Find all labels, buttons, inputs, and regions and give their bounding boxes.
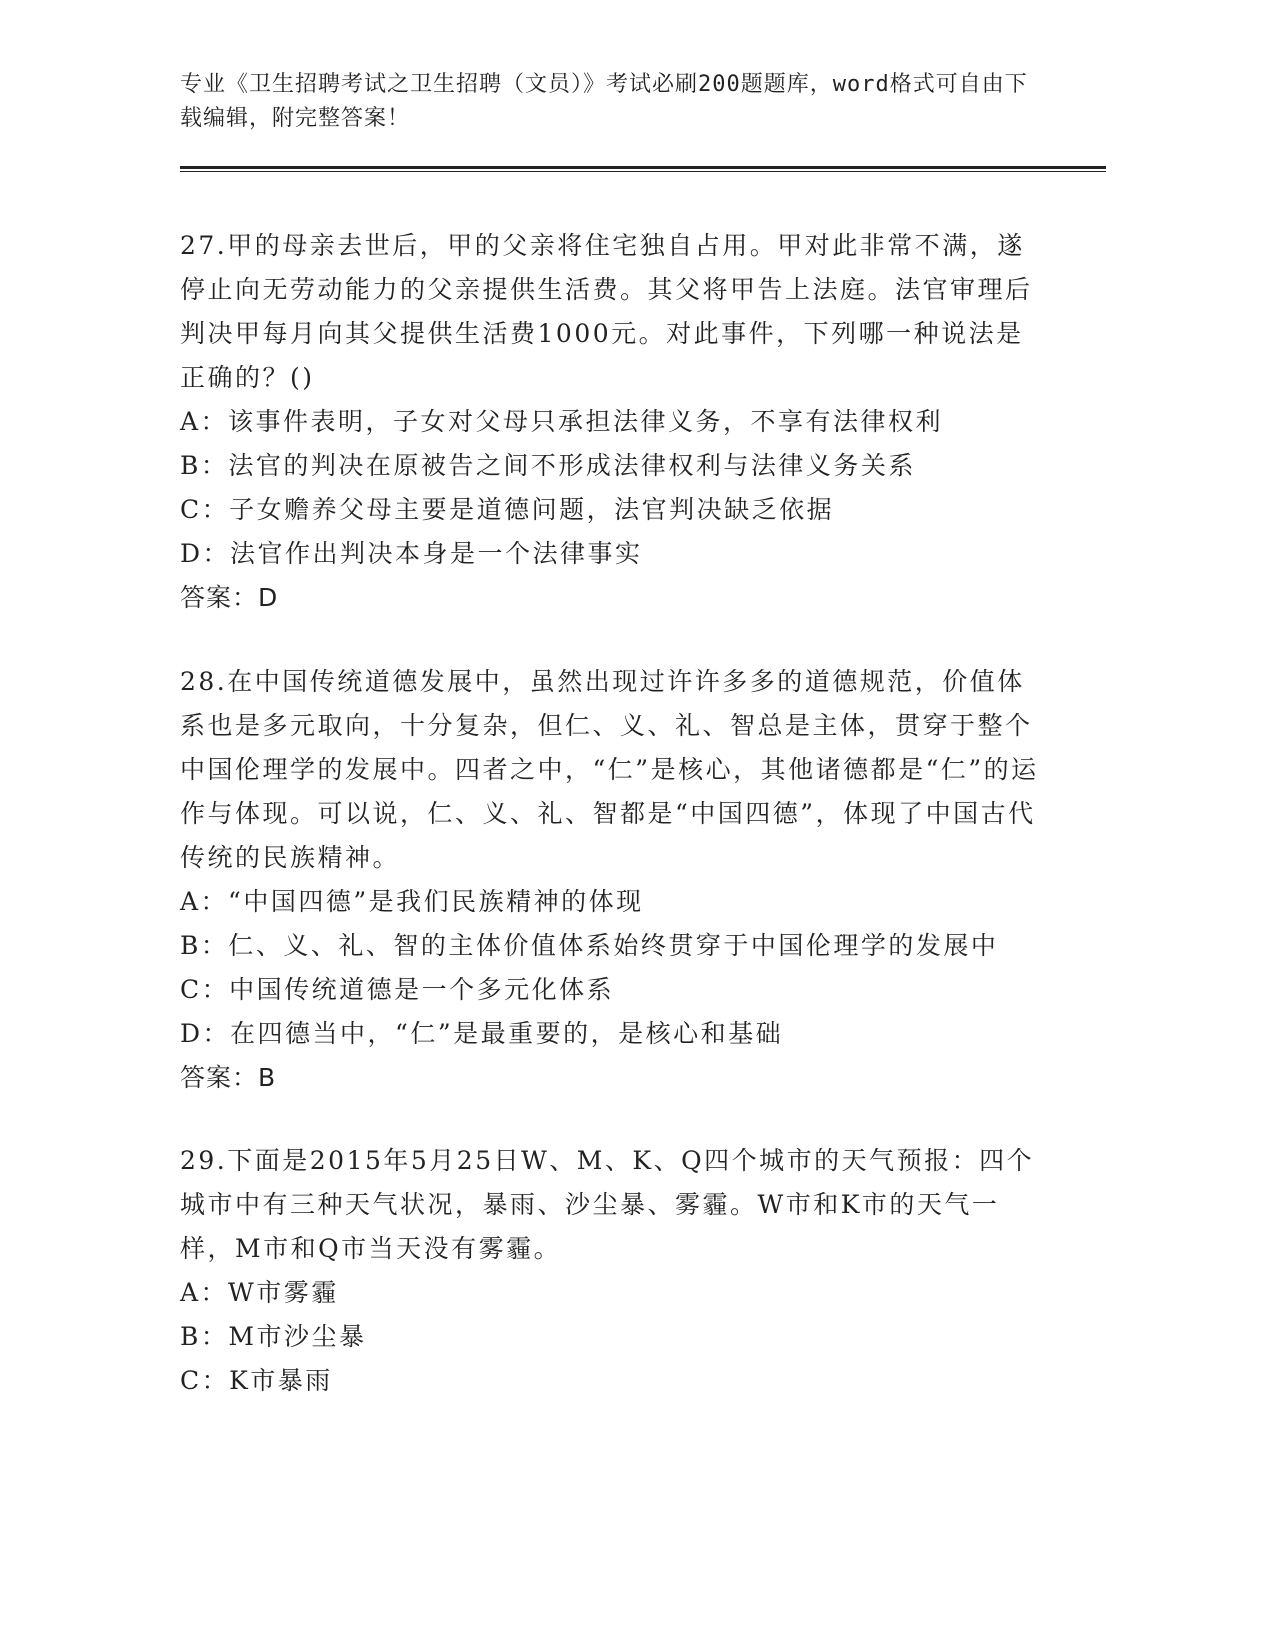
document-page	[180, 68, 1110, 172]
option-c: C：K市暴雨	[180, 1366, 333, 1395]
option-b: B：法官的判决在原被告之间不形成法律权利与法律义务关系	[180, 451, 916, 480]
document-header: 专业《卫生招聘考试之卫生招聘（文员）》考试必刷200题题库，word格式可自由下载编辑，附完整答案！	[180, 72, 1028, 131]
question-stem: 27.甲的母亲去世后，甲的父亲将住宅独自占用。甲对此非常不满，遂停止向无劳动能力的父亲提供生活费。其父将甲告上法庭。法官审理后判决甲每月向其父提供生活费1000元。对此事件，下列哪一种说法是正确的？()	[180, 231, 1033, 392]
answer-label: 答案：D	[180, 583, 279, 612]
option-b: B：仁、义、礼、智的主体价值体系始终贯穿于中国伦理学的发展中	[180, 931, 999, 960]
answer-label: 答案：B	[180, 1063, 277, 1092]
option-a: A：该事件表明，子女对父母只承担法律义务，不享有法律权利	[180, 407, 944, 436]
question-28	[180, 660, 1050, 1100]
option-a: A：W市雾霾	[180, 1278, 339, 1307]
question-stem: 28.在中国传统道德发展中，虽然出现过许许多多的道德规范，价值体系也是多元取向，十分复杂，但仁、义、礼、智总是主体，贯穿于整个中国伦理学的发展中。四者之中，“仁”是核心，其他诸德都是“仁”的运作与体现。可以说，仁、义、礼、智都是“中国四德”，体现了中国古代传统的民族精神。	[180, 667, 1039, 872]
option-d: D：法官作出判决本身是一个法律事实	[180, 539, 643, 568]
question-27	[180, 224, 1050, 620]
question-stem: 29.下面是2015年5月25日W、M、K、Q四个城市的天气预报：四个城市中有三种天气状况，暴雨、沙尘暴、雾霾。W市和K市的天气一样，M市和Q市当天没有雾霾。	[180, 1146, 1035, 1263]
option-c: C：中国传统道德是一个多元化体系	[180, 975, 615, 1004]
option-b: B：M市沙尘暴	[180, 1322, 367, 1351]
option-a: A：“中国四德”是我们民族精神的体现	[180, 887, 644, 916]
header-divider	[180, 166, 1106, 172]
question-29	[180, 1139, 1050, 1403]
option-c: C：子女赡养父母主要是道德问题，法官判决缺乏依据	[180, 495, 835, 524]
option-d: D：在四德当中，“仁”是最重要的，是核心和基础	[180, 1019, 784, 1048]
